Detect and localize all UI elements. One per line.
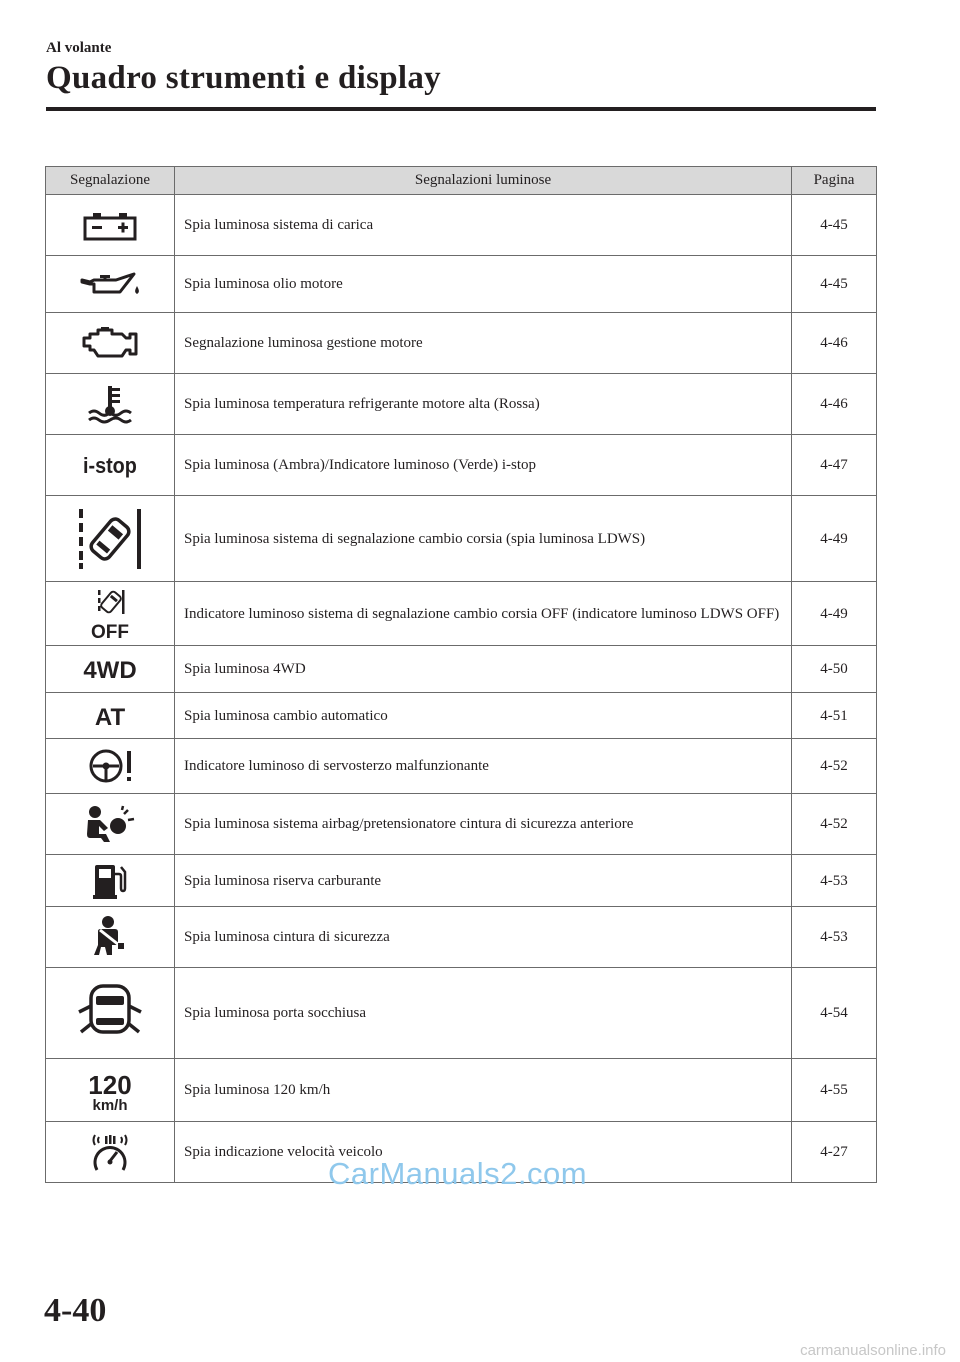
column-header-signal: Segnalazione [46,167,175,195]
row-page-ref: 4-45 [792,195,877,256]
door-ajar-icon [75,982,145,1044]
seat-belt-icon [88,915,132,959]
table-row [46,195,877,256]
row-page-ref: 4-51 [792,693,877,739]
oil-can-icon [78,270,142,298]
row-description: Spia luminosa riserva carburante [175,855,792,907]
row-description: Spia luminosa sistema di carica [175,195,792,256]
table-row [46,646,877,693]
speed-120-icon [85,1068,135,1112]
table-row [46,907,877,968]
table-row [46,496,877,582]
row-page-ref: 4-55 [792,1059,877,1122]
table-row [46,855,877,907]
table-row [46,968,877,1059]
airbag-icon [82,804,138,844]
table-row [46,256,877,313]
row-page-ref: 4-54 [792,968,877,1059]
row-page-ref: 4-45 [792,256,877,313]
row-description: Spia luminosa 4WD [175,646,792,693]
row-description: Segnalazione luminosa gestione motore [175,313,792,374]
row-page-ref: 4-53 [792,907,877,968]
row-page-ref: 4-46 [792,313,877,374]
svg-text:AT: AT [94,703,126,730]
page-number: 4-40 [44,1292,107,1329]
svg-text:km/h: km/h [92,1097,128,1112]
column-header-description: Segnalazioni luminose [175,167,792,195]
table-row [46,794,877,855]
row-page-ref: 4-46 [792,374,877,435]
row-description: Spia luminosa 120 km/h [175,1059,792,1122]
svg-text:4WD: 4WD [83,657,137,683]
table-row [46,1059,877,1122]
row-page-ref: 4-49 [792,582,877,646]
check-engine-icon [80,324,140,362]
table-row [46,582,877,646]
table-row [46,739,877,794]
svg-text:i-stop: i-stop [82,454,137,479]
warning-lights-table [45,166,877,1183]
coolant-temperature-icon [86,384,134,424]
page-title: Quadro strumenti e display [46,60,441,96]
row-description: Spia luminosa (Ambra)/Indicatore luminoso (Verde) i-stop [175,435,792,496]
row-page-ref: 4-49 [792,496,877,582]
row-description: Spia luminosa cambio automatico [175,693,792,739]
i-stop-icon [82,450,138,480]
row-description: Spia indicazione velocità veicolo [175,1122,792,1183]
row-page-ref: 4-27 [792,1122,877,1183]
row-description: Indicatore luminoso di servosterzo malfunzionante [175,739,792,794]
row-page-ref: 4-47 [792,435,877,496]
low-fuel-icon [91,862,129,900]
section-label: Al volante [46,40,112,56]
row-description: Spia luminosa sistema di segnalazione cambio corsia (spia luminosa LDWS) [175,496,792,582]
table-row [46,435,877,496]
svg-text:OFF: OFF [91,621,129,640]
power-steering-icon [87,747,133,785]
row-description: Spia luminosa cintura di sicurezza [175,907,792,968]
row-page-ref: 4-53 [792,855,877,907]
lane-departure-icon [75,507,145,571]
title-divider [46,107,876,111]
row-page-ref: 4-52 [792,739,877,794]
svg-text:120: 120 [88,1070,132,1100]
row-page-ref: 4-50 [792,646,877,693]
speed-alert-icon [87,1131,133,1173]
automatic-transmission-icon [90,702,130,730]
table-row [46,313,877,374]
battery-charge-icon [82,209,138,241]
table-row [46,693,877,739]
watermark: CarManuals2.com [328,1156,588,1191]
footer-site-watermark: carmanualsonline.info [800,1342,946,1359]
table-header-row [46,167,877,195]
row-description: Spia luminosa temperatura refrigerante motore alta (Rossa) [175,374,792,435]
row-description: Spia luminosa olio motore [175,256,792,313]
row-page-ref: 4-52 [792,794,877,855]
lane-departure-off-icon [88,588,132,640]
row-description: Spia luminosa porta socchiusa [175,968,792,1059]
row-description: Spia luminosa sistema airbag/pretensionatore cintura di sicurezza anteriore [175,794,792,855]
row-description: Indicatore luminoso sistema di segnalazione cambio corsia OFF (indicatore luminoso LDWS OFF) [175,582,792,646]
table-row [46,374,877,435]
column-header-page: Pagina [792,167,877,195]
4wd-icon [80,655,140,683]
